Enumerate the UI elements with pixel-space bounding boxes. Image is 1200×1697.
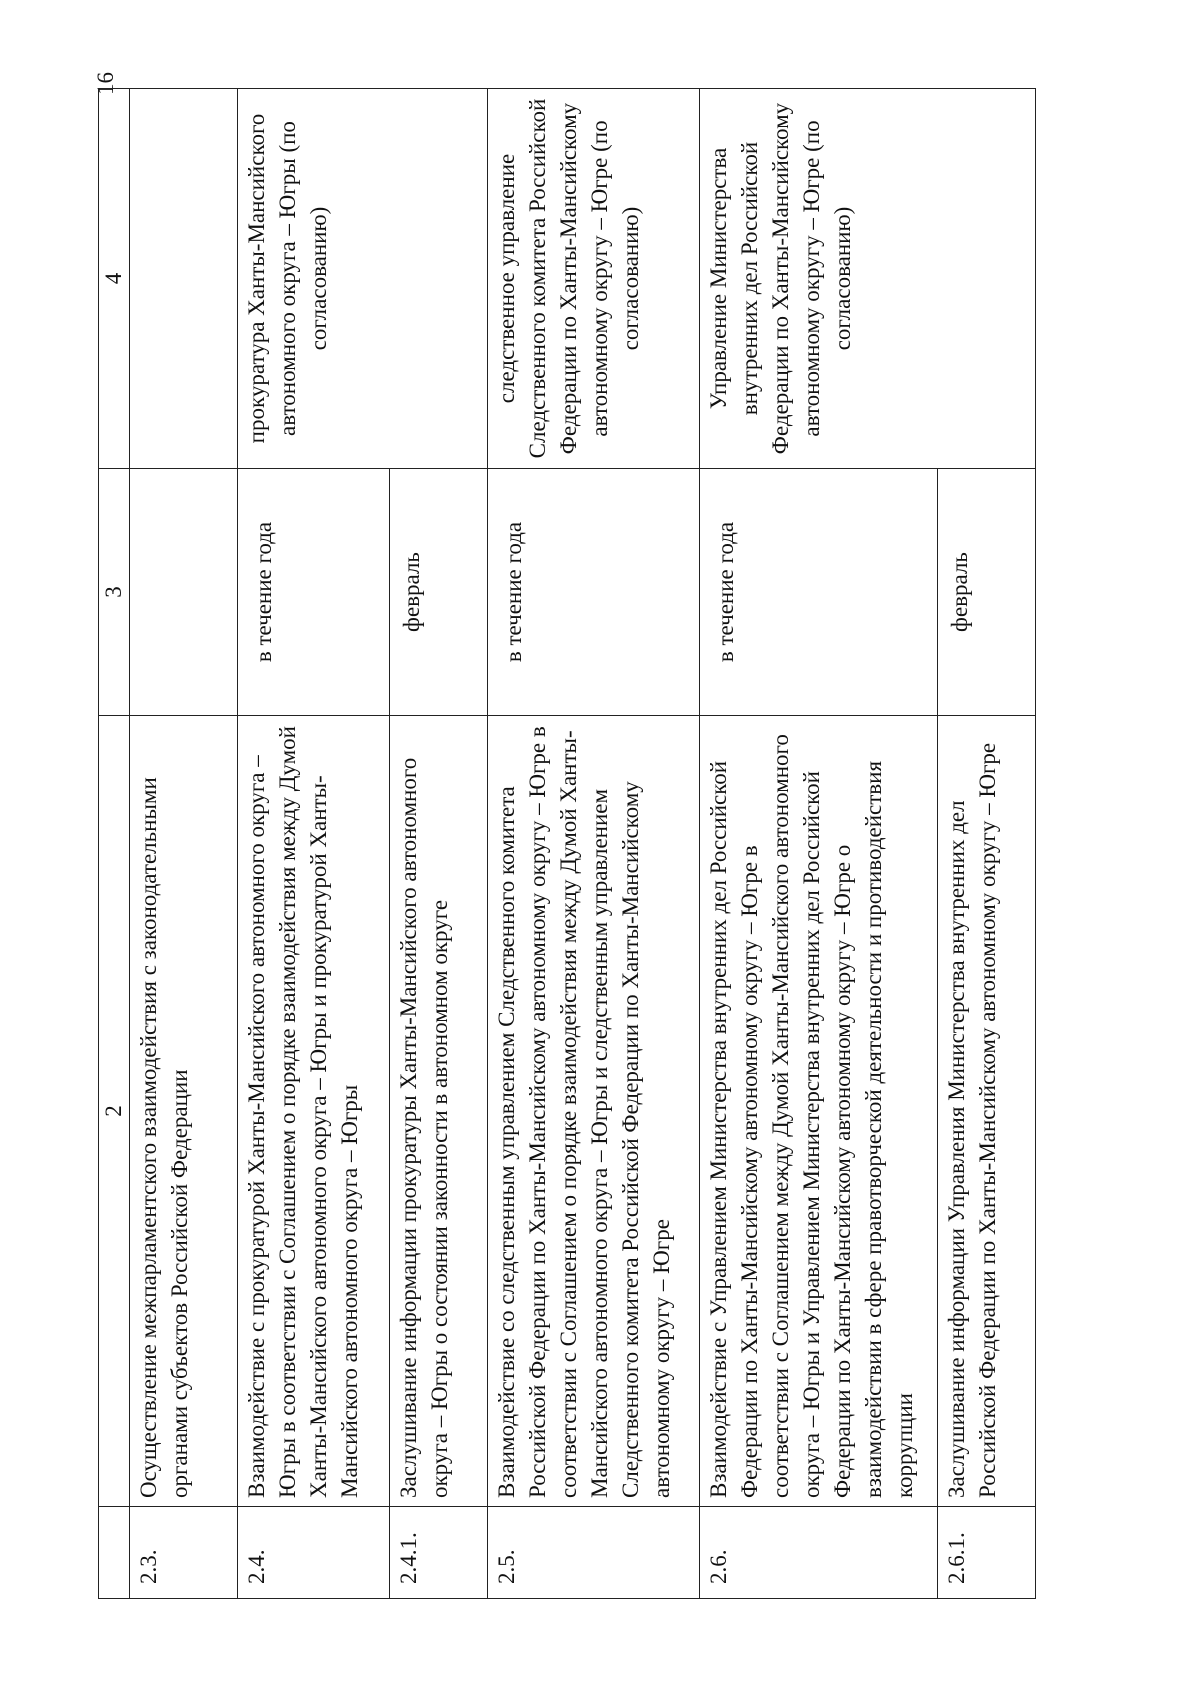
- header-col-1: [99, 1507, 130, 1599]
- row-activity: Взаимодействие со следственным управлением Следственного комитета Российской Федерации по Ханты-Мансийскому автономному округу – Югре в соответствии с Соглашением о порядке взаимодействия между Думой Ханты-Мансийского автономного округа – Югры и следственным управлением Следственного комитета Российской Федерации по Ханты-Мансийскому автономному округу – Югре: [488, 716, 700, 1507]
- row-term: в течение года: [488, 469, 700, 716]
- row-number: 2.6.: [700, 1507, 938, 1599]
- row-activity: Заслушивание информации Управления Министерства внутренних дел Российской Федерации по Ханты-Мансийскому автономному округу – Югре: [938, 716, 1036, 1507]
- table-row: [488, 89, 700, 1599]
- row-activity: Взаимодействие с Управлением Министерства внутренних дел Российской Федерации по Ханты-Мансийскому автономному округу – Югре в соответствии с Соглашением между Думой Ханты-Мансийского автономного округа – Югры и Управлением Министерства внутренних дел Российской Федерации по Ханты-Мансийскому автономному округу – Югре о взаимодействии в сфере правотворческой деятельности и противодействия коррупции: [700, 716, 938, 1507]
- row-term: [130, 469, 238, 716]
- header-col-2: 2: [99, 716, 130, 1507]
- row-activity: Заслушивание информации прокуратуры Ханты-Мансийского автономного округа – Югры о состоянии законности в автономном округе: [390, 716, 488, 1507]
- row-responsible: [130, 89, 238, 469]
- row-responsible: Управление Министерства внутренних дел Российской Федерации по Ханты-Мансийскому автономному округу – Югре (по согласованию): [700, 89, 1036, 469]
- table-row: [700, 89, 938, 1599]
- plan-table: [98, 88, 1036, 1599]
- row-term: в течение года: [238, 469, 390, 716]
- row-responsible: следственное управление Следственного комитета Российской Федерации по Ханты-Мансийскому автономному округу – Югре (по согласованию): [488, 89, 700, 469]
- row-activity: Осуществление межпарламентского взаимодействия с законодательными органами субъектов Российской Федерации: [130, 716, 238, 1507]
- row-number: 2.3.: [130, 1507, 238, 1599]
- row-number: 2.5.: [488, 1507, 700, 1599]
- row-activity: Взаимодействие с прокуратурой Ханты-Мансийского автономного округа – Югры в соответствии с Соглашением о порядке взаимодействия между Думой Ханты-Мансийского автономного округа – Югры и прокуратурой Ханты-Мансийского автономного округа – Югры: [238, 716, 390, 1507]
- row-responsible: прокуратура Ханты-Мансийского автономного округа – Югры (по согласованию): [238, 89, 488, 469]
- row-number: 2.4.: [238, 1507, 390, 1599]
- row-number: 2.6.1.: [938, 1507, 1036, 1599]
- header-row: [99, 89, 130, 1599]
- table-row: [130, 89, 238, 1599]
- row-term: февраль: [938, 469, 1036, 716]
- row-term: в течение года: [700, 469, 938, 716]
- row-term: февраль: [390, 469, 488, 716]
- row-number: 2.4.1.: [390, 1507, 488, 1599]
- page-number: 16: [93, 72, 118, 95]
- header-col-4: 4: [99, 89, 130, 469]
- header-col-3: 3: [99, 469, 130, 716]
- table-row: [238, 89, 390, 1599]
